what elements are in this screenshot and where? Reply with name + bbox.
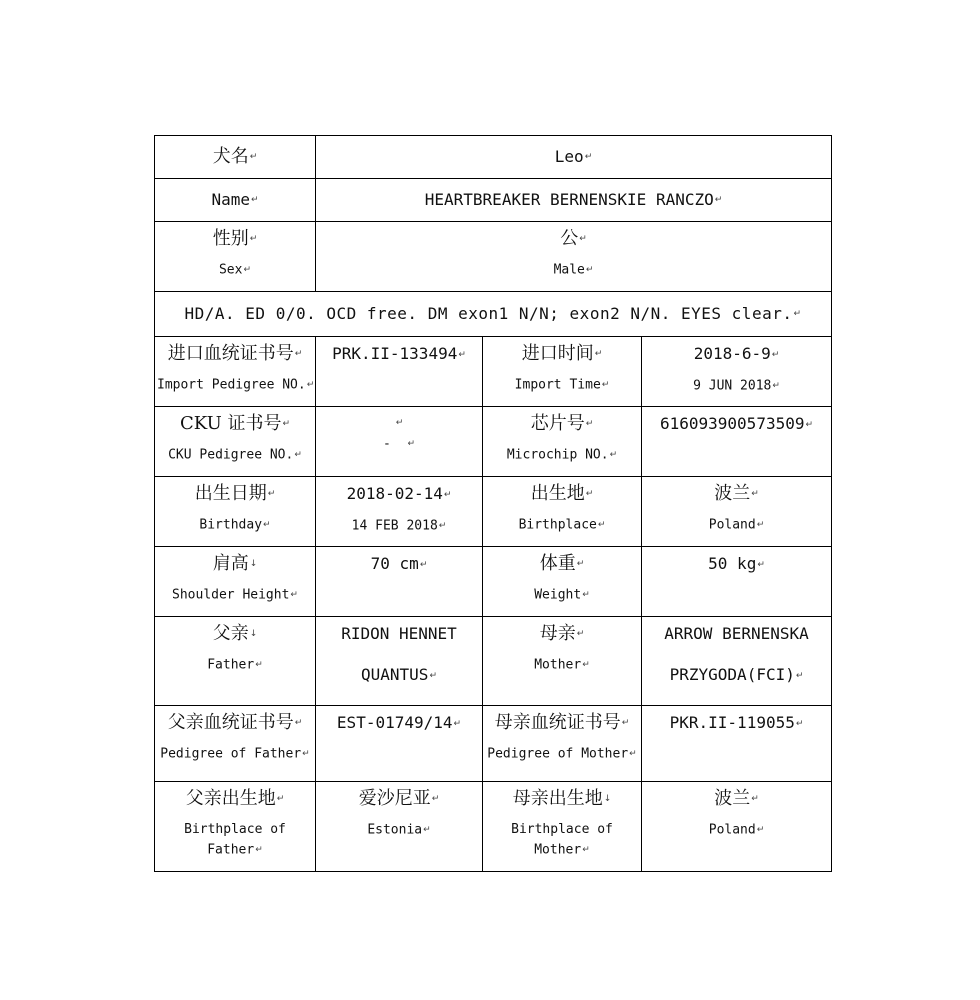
father-birthplace-label-cell [155,782,316,872]
birthday-value-cell [316,477,483,547]
weight-value: 50 kg [708,554,757,573]
paragraph-mark: ↵ [395,418,404,428]
father-pedigree-label-zh: 父亲血统证书号 [167,712,294,733]
father-pedigree-label-en: Pedigree of Father [160,746,302,762]
paragraph-mark: ↵ [249,152,258,162]
cku-pedigree-label-cell [155,407,316,477]
dog-name-value: Leo [554,146,584,166]
father-value-line2: QUANTUS [361,665,429,684]
line-break-mark: ↓ [249,629,258,639]
mother-label-en: Mother [534,657,582,673]
cku-pedigree-value-cell [316,407,483,477]
shoulder-height-value-cell [316,547,483,617]
paragraph-mark: ↵ [579,234,587,244]
health-cell [155,292,832,337]
paragraph-mark: ↵ [276,794,285,804]
import-time-value: 2018-6-9 [693,344,771,363]
cku-pedigree-value: - [382,436,391,451]
paragraph-mark: ↵ [756,825,765,835]
father-label-zh: 父亲 [212,623,249,644]
birthday-label-cell [155,477,316,547]
import-pedigree-label-en: Import Pedigree NO. [157,377,306,393]
paragraph-mark: ↵ [585,419,594,429]
paragraph-mark: ↵ [714,195,723,206]
paragraph-mark: ↵ [294,718,303,728]
paragraph-mark: ↵ [423,825,431,835]
row-measurements [155,547,832,617]
birthplace-value-en: Poland [708,517,756,533]
row-health [155,292,832,337]
paragraph-mark: ↵ [771,349,780,360]
mother-birthplace-value-en: Poland [708,822,756,838]
import-time-label-zh: 进口时间 [521,343,594,364]
paragraph-mark: ↵ [419,559,428,570]
paragraph-mark: ↵ [585,265,594,275]
registered-name-value: HEARTBREAKER BERNENSKIE RANCZO [424,189,714,209]
row-registered-name [155,179,832,222]
mother-value-line2: PRZYGODA(FCI) [669,665,795,684]
paragraph-mark: ↵ [772,380,780,391]
father-birthplace-label-zh: 父亲出生地 [185,788,276,809]
mother-pedigree-value-cell [642,706,832,782]
father-label-en: Father [207,657,255,673]
cku-pedigree-label-zh: CKU 证书号 [179,413,282,434]
weight-value-cell [642,547,832,617]
father-value-line1: RIDON HENNET [341,624,457,643]
shoulder-height-value: 70 cm [370,554,419,573]
paragraph-mark: ↵ [290,590,298,600]
mother-birthplace-label-zh: 母亲出生地 [512,788,603,809]
health-results: HD/A. ED 0/0. OCD free. DM exon1 N/N; exon2 N/N. EYES clear. [184,303,793,323]
birthday-value-en: 14 FEB 2018 [351,518,438,533]
import-time-value-en: 9 JUN 2018 [693,378,772,393]
import-time-label-cell [483,337,642,407]
mother-pedigree-value: PKR.II-119055 [669,713,795,732]
paragraph-mark: ↵ [621,718,630,728]
father-pedigree-label-cell [155,706,316,782]
import-pedigree-label-cell [155,337,316,407]
mother-birthplace-value-zh: 波兰 [714,788,751,809]
row-birth [155,477,832,547]
paragraph-mark: ↵ [255,660,263,670]
birthday-label-zh: 出生日期 [194,483,267,504]
paragraph-mark: ↵ [795,670,804,681]
mother-value-cell [642,617,832,706]
birthplace-label-zh: 出生地 [530,483,585,504]
microchip-value: 616093900573509 [659,414,805,433]
paragraph-mark: ↵ [582,660,590,670]
paragraph-mark: ↵ [294,450,302,460]
cku-pedigree-label-en: CKU Pedigree NO. [168,447,294,463]
paragraph-mark: ↵ [294,349,303,359]
paragraph-mark: ↵ [576,559,585,569]
birthday-value: 2018-02-14 [346,484,443,503]
birthplace-value-zh: 波兰 [714,483,751,504]
paragraph-mark: ↵ [584,152,593,163]
dog-name-value-cell [316,136,832,179]
paragraph-mark: ↵ [582,590,590,600]
paragraph-mark: ↵ [429,670,437,681]
paragraph-mark: ↵ [243,265,252,275]
paragraph-mark: ↵ [249,234,258,244]
import-pedigree-value-cell [316,337,483,407]
mother-label-zh: 母亲 [539,623,576,644]
birthplace-label-en: Birthplace [518,517,597,533]
mother-birthplace-value-cell [642,782,832,872]
import-time-value-cell [642,337,832,407]
registered-name-label: Name [211,189,250,209]
paragraph-mark: ↵ [601,380,610,390]
father-birthplace-value-en: Estonia [367,822,423,838]
row-dog-name [155,136,832,179]
weight-label-en: Weight [534,587,582,603]
paragraph-mark: ↵ [629,749,637,759]
import-pedigree-label-zh: 进口血统证书号 [167,343,294,364]
paragraph-mark: ↵ [597,520,606,530]
sex-value-en: Male [553,262,585,278]
sex-label-zh: 性别 [212,228,249,249]
registered-name-label-cell [155,179,316,222]
paragraph-mark: ↵ [795,718,804,729]
sex-value-zh: 公 [560,228,579,249]
birthday-label-en: Birthday [199,517,263,533]
mother-birthplace-label-cell [483,782,642,872]
paragraph-mark: ↵ [250,195,259,206]
microchip-value-cell [642,407,832,477]
weight-label-cell [483,547,642,617]
row-parent-pedigrees [155,706,832,782]
paragraph-mark: ↵ [609,450,618,460]
row-cku [155,407,832,477]
row-parent-birthplaces [155,782,832,872]
row-import [155,337,832,407]
paragraph-mark: ↵ [757,559,765,570]
mother-pedigree-label-en: Pedigree of Mother [487,746,629,762]
mother-birthplace-label-en: Birthplace of Mother [511,822,613,858]
mother-pedigree-label-zh: 母亲血统证书号 [494,712,621,733]
paragraph-mark: ↵ [594,349,603,359]
father-birthplace-label-en: Birthplace of Father [184,822,286,858]
import-time-label-en: Import Time [514,377,601,393]
paragraph-mark: ↵ [431,794,440,804]
paragraph-mark: ↵ [267,489,276,499]
line-break-mark: ↓ [603,794,612,804]
paragraph-mark: ↵ [805,419,814,430]
dog-info-table [154,135,832,872]
paragraph-mark: ↵ [751,794,759,804]
paragraph-mark: ↵ [756,520,765,530]
paragraph-mark: ↵ [282,419,291,429]
import-pedigree-value: PRK.II-133494 [332,344,458,363]
birthplace-label-cell [483,477,642,547]
paragraph-mark: ↵ [582,845,590,855]
father-label-cell [155,617,316,706]
weight-label-zh: 体重 [539,553,576,574]
row-sex [155,222,832,292]
dog-name-label-cell [155,136,316,179]
dog-name-label: 犬名 [212,146,249,167]
paragraph-mark: ↵ [576,629,585,639]
paragraph-mark: ↵ [407,438,416,449]
paragraph-mark: ↵ [306,380,315,390]
paragraph-mark: ↵ [453,718,462,729]
father-pedigree-value: EST-01749/14 [336,713,453,732]
microchip-label-zh: 芯片号 [530,413,585,434]
paragraph-mark: ↵ [255,845,263,855]
paragraph-mark: ↵ [438,520,447,531]
registered-name-value-cell [316,179,832,222]
shoulder-height-label-en: Shoulder Height [172,587,290,603]
father-birthplace-value-cell [316,782,483,872]
line-break-mark: ↓ [249,559,258,569]
father-pedigree-value-cell [316,706,483,782]
paragraph-mark: ↵ [585,489,594,499]
birthplace-value-cell [642,477,832,547]
paragraph-mark: ↵ [263,520,271,530]
paragraph-mark: ↵ [302,749,310,759]
sex-value-cell [316,222,832,292]
mother-label-cell [483,617,642,706]
mother-value-line1: ARROW BERNENSKA [664,624,809,643]
father-birthplace-value-zh: 爱沙尼亚 [358,788,431,809]
mother-pedigree-label-cell [483,706,642,782]
father-value-cell [316,617,483,706]
paragraph-mark: ↵ [751,489,759,499]
paragraph-mark: ↵ [793,309,802,320]
paragraph-mark: ↵ [458,349,466,360]
microchip-label-cell [483,407,642,477]
microchip-label-en: Microchip NO. [506,447,609,463]
row-parents [155,617,832,706]
paragraph-mark: ↵ [443,489,452,500]
sex-label-cell [155,222,316,292]
shoulder-height-label-zh: 肩高 [212,553,249,574]
shoulder-height-label-cell [155,547,316,617]
sex-label-en: Sex [218,262,243,278]
